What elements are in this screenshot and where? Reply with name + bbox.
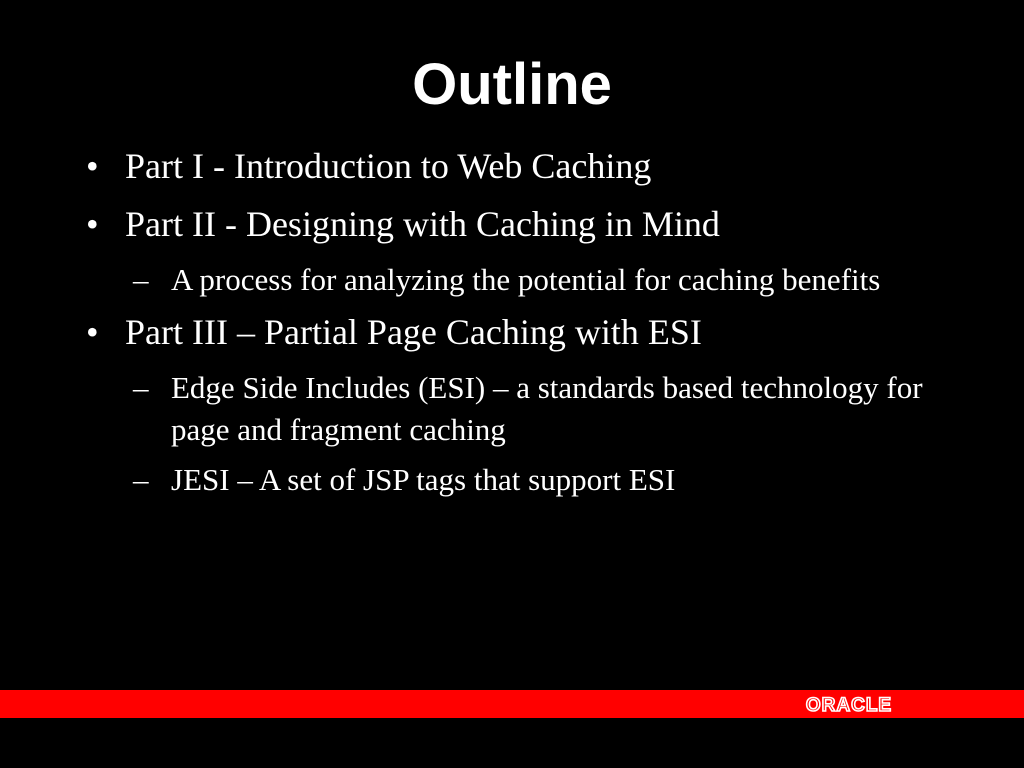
slide-title: Outline [412, 52, 612, 117]
sub-list [86, 367, 986, 501]
bullet-text: Part II - Designing with Caching in Mind [125, 204, 720, 244]
sub-list [86, 259, 986, 301]
sub-bullet-marker: – [133, 262, 149, 297]
bullet-item [86, 309, 986, 355]
sub-list-container [86, 367, 986, 501]
brand-bar [0, 690, 1024, 718]
sub-bullet-item [133, 367, 986, 451]
bullet-marker: • [86, 146, 99, 186]
sub-bullet-text: A process for analyzing the potential for caching benefits [171, 262, 881, 297]
sub-bullet-item [133, 259, 986, 301]
sub-list-container [86, 259, 986, 301]
outline-list [86, 143, 986, 509]
sub-bullet-text: JESI – A set of JSP tags that support ESI [171, 462, 676, 497]
bullet-item [86, 201, 986, 247]
bullet-text: Part III – Partial Page Caching with ESI [125, 312, 702, 352]
sub-bullet-item [133, 459, 986, 501]
sub-bullet-marker: – [133, 370, 149, 405]
sub-bullet-marker: – [133, 462, 149, 497]
bullet-item [86, 143, 986, 189]
bullet-marker: • [86, 204, 99, 244]
sub-bullet-text: Edge Side Includes (ESI) – a standards based technology for page and fragment caching [171, 370, 923, 447]
oracle-logo [784, 691, 914, 717]
svg-text:ORACLE: ORACLE [805, 695, 893, 716]
bullet-text: Part I - Introduction to Web Caching [125, 146, 652, 186]
bullet-marker: • [86, 312, 99, 352]
